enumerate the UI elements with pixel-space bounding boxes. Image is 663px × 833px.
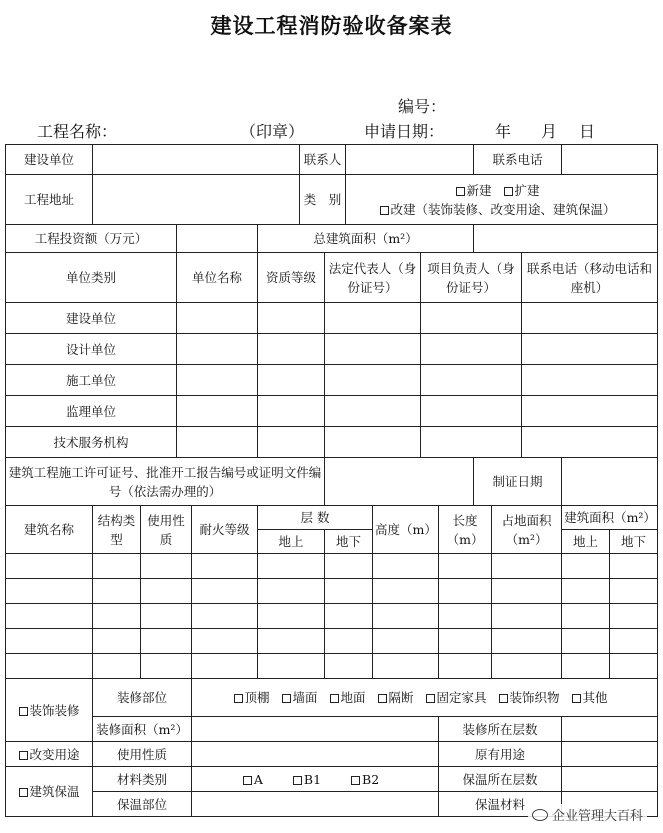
opt-b2[interactable] [351, 772, 379, 787]
investment-label: 工程投资额（万元） [6, 225, 177, 253]
area-above-header: 地上 [562, 530, 610, 554]
change-use-usage-value[interactable] [192, 742, 439, 767]
decoration-part-options [192, 679, 658, 717]
cell[interactable] [439, 604, 492, 629]
qualification-cell[interactable] [258, 396, 325, 427]
decoration-section[interactable] [6, 679, 93, 742]
insulation-floor-label: 保温所在层数 [439, 767, 562, 792]
phone-cell[interactable] [522, 396, 658, 427]
checkbox-icon [351, 776, 360, 785]
opt-ceiling[interactable] [234, 690, 270, 705]
footprint-header: 占地面积（m²） [492, 506, 562, 554]
cell[interactable] [492, 654, 562, 679]
contact-label: 联系人 [300, 145, 346, 175]
unit-row-label: 建设单位 [6, 303, 177, 334]
cell[interactable] [373, 604, 439, 629]
cell[interactable] [141, 604, 192, 629]
cell[interactable] [6, 604, 93, 629]
cell[interactable] [562, 629, 610, 654]
permit-label: 建筑工程施工许可证号、批准开工报告编号或证明文件编号（依法需办理的） [6, 458, 325, 506]
cell[interactable] [439, 629, 492, 654]
phone-cell[interactable] [522, 303, 658, 334]
opt-new-label: 新建 [466, 182, 492, 198]
phone-cell[interactable] [522, 427, 658, 458]
cell[interactable] [610, 654, 658, 679]
builder-unit-label: 建设单位 [6, 145, 93, 175]
total-area-label: 总建筑面积（m²） [258, 225, 474, 253]
cell[interactable] [192, 579, 258, 604]
month-label: 月 [541, 122, 558, 141]
project-lead-header: 项目负责人（身份证号） [421, 253, 522, 303]
cell[interactable] [439, 654, 492, 679]
project-lead-cell[interactable] [421, 396, 522, 427]
cell[interactable] [6, 554, 93, 579]
change-use-section-label: 改变用途 [29, 746, 80, 762]
checkbox-icon [378, 694, 387, 703]
checkbox-icon [19, 788, 28, 797]
phone-cell[interactable] [522, 334, 658, 365]
table-row [6, 629, 658, 654]
investment-value[interactable] [177, 225, 258, 253]
unit-row-label: 施工单位 [6, 365, 177, 396]
day-label: 日 [579, 122, 596, 141]
structure-header: 结构类型 [93, 506, 141, 554]
unit-name-cell[interactable] [177, 334, 258, 365]
table-row [6, 554, 658, 579]
cell[interactable] [258, 629, 325, 654]
checkbox-icon [19, 751, 28, 760]
cell[interactable] [325, 604, 373, 629]
checkbox-icon [504, 187, 513, 196]
cell[interactable] [192, 604, 258, 629]
opt-partition[interactable] [378, 690, 414, 705]
unit-name-header: 单位名称 [177, 253, 258, 303]
opt-label: 顶棚 [244, 690, 270, 705]
opt-floor[interactable] [330, 690, 366, 705]
opt-fabric[interactable] [499, 690, 560, 705]
floors-above-header: 地上 [258, 530, 325, 554]
legal-rep-cell[interactable] [325, 365, 421, 396]
height-header: 高度（m） [373, 506, 439, 554]
legal-rep-cell[interactable] [325, 334, 421, 365]
cell[interactable] [141, 654, 192, 679]
qualification-cell[interactable] [258, 365, 325, 396]
opt-other[interactable] [572, 690, 608, 705]
qualification-cell[interactable] [258, 334, 325, 365]
project-lead-cell[interactable] [421, 303, 522, 334]
project-lead-cell[interactable] [421, 334, 522, 365]
change-use-original-value[interactable] [562, 742, 658, 767]
cell[interactable] [93, 554, 141, 579]
form-title: 建设工程消防验收备案表 [210, 13, 453, 38]
checkbox-icon [243, 776, 252, 785]
building-name-header: 建筑名称 [6, 506, 93, 554]
cell[interactable] [373, 654, 439, 679]
insulation-part-label: 保温部位 [93, 792, 192, 817]
cell[interactable] [373, 629, 439, 654]
opt-label: 装饰织物 [509, 690, 560, 705]
project-lead-cell[interactable] [421, 365, 522, 396]
cell[interactable] [192, 554, 258, 579]
length-header: 长度（m） [439, 506, 492, 554]
phone-cell[interactable] [522, 365, 658, 396]
cell[interactable] [610, 554, 658, 579]
insulation-part-value[interactable] [192, 792, 439, 817]
opt-label: B2 [362, 771, 380, 787]
cell[interactable] [6, 579, 93, 604]
table-row [6, 365, 658, 396]
permit-date-label: 制证日期 [474, 458, 562, 506]
contact-phone-label: 联系电话 [474, 145, 562, 175]
cell[interactable] [610, 604, 658, 629]
fire-rating-header: 耐火等级 [192, 506, 258, 554]
project-address-value[interactable] [93, 175, 300, 225]
cell[interactable] [562, 604, 610, 629]
opt-b1[interactable] [293, 772, 321, 787]
unit-row-label: 技术服务机构 [6, 427, 177, 458]
checkbox-icon [426, 694, 435, 703]
cell[interactable] [93, 629, 141, 654]
checkbox-icon [572, 694, 581, 703]
decoration-area-label: 装修面积（m²） [93, 717, 192, 742]
cell[interactable] [325, 654, 373, 679]
contact-value[interactable] [346, 145, 474, 175]
checkbox-icon [19, 707, 28, 716]
opt-label: 墙面 [292, 690, 318, 705]
opt-a[interactable] [243, 772, 263, 787]
unit-phone-header: 联系电话（移动电话和座机） [522, 253, 658, 303]
opt-label: 固定家具 [436, 690, 487, 705]
qualification-header: 资质等级 [258, 253, 325, 303]
change-use-section[interactable] [6, 742, 93, 767]
watermark-text: 企业管理大百科 [551, 809, 643, 824]
decoration-floor-value[interactable] [562, 717, 658, 742]
cell[interactable] [610, 579, 658, 604]
checkbox-icon [456, 187, 465, 196]
unit-name-cell[interactable] [177, 427, 258, 458]
change-use-original-label: 原有用途 [439, 742, 562, 767]
opt-new[interactable] [456, 183, 492, 198]
legal-rep-cell[interactable] [325, 303, 421, 334]
opt-wall[interactable] [282, 690, 318, 705]
table-row [6, 334, 658, 365]
cell[interactable] [325, 579, 373, 604]
floors-below-header: 地下 [325, 530, 373, 554]
cell[interactable] [373, 554, 439, 579]
decoration-area-value[interactable] [192, 717, 439, 742]
unit-name-cell[interactable] [177, 396, 258, 427]
cell[interactable] [93, 654, 141, 679]
checkbox-icon [234, 694, 243, 703]
floors-header: 层 数 [258, 506, 373, 530]
cell[interactable] [258, 654, 325, 679]
cell[interactable] [562, 554, 610, 579]
year-label: 年 [495, 122, 512, 141]
area-below-header: 地下 [610, 530, 658, 554]
cell[interactable] [439, 579, 492, 604]
cell[interactable] [258, 554, 325, 579]
decoration-floor-label: 装修所在层数 [439, 717, 562, 742]
category-options [346, 175, 658, 225]
filing-form-table [5, 144, 658, 817]
insulation-floor-value[interactable] [562, 767, 658, 792]
opt-label: 其他 [582, 690, 608, 705]
builder-unit-value[interactable] [93, 145, 300, 175]
cell[interactable] [141, 579, 192, 604]
opt-label: B1 [303, 771, 322, 787]
cell[interactable] [610, 629, 658, 654]
contact-phone-value[interactable] [562, 145, 658, 175]
permit-date-value[interactable] [562, 458, 658, 506]
cell[interactable] [192, 654, 258, 679]
cell[interactable] [141, 554, 192, 579]
checkbox-icon [293, 776, 302, 785]
table-row [6, 579, 658, 604]
cell[interactable] [325, 629, 373, 654]
cell[interactable] [325, 554, 373, 579]
checkbox-icon [380, 206, 389, 215]
cell[interactable] [492, 579, 562, 604]
insulation-material-label: 保温材料 [439, 792, 562, 817]
legal-rep-cell[interactable] [325, 396, 421, 427]
seal-label: （印章） [240, 122, 305, 141]
cell[interactable] [258, 579, 325, 604]
wechat-icon [532, 809, 548, 821]
cell[interactable] [6, 629, 93, 654]
unit-row-label: 监理单位 [6, 396, 177, 427]
insulation-material-type-label: 材料类别 [93, 767, 192, 792]
project-address-label: 工程地址 [6, 175, 93, 225]
opt-rebuild[interactable] [380, 202, 616, 217]
apply-date-label: 申请日期： [364, 122, 445, 141]
change-use-usage-label: 使用性质 [93, 742, 192, 767]
project-lead-cell[interactable] [421, 427, 522, 458]
unit-row-label: 设计单位 [6, 334, 177, 365]
cell[interactable] [439, 554, 492, 579]
opt-rebuild-label: 改建（装饰装修、改变用途、建筑保温） [390, 201, 616, 217]
category-label: 类 别 [300, 175, 346, 225]
qualification-cell[interactable] [258, 427, 325, 458]
cell[interactable] [562, 654, 610, 679]
cell[interactable] [258, 604, 325, 629]
table-row [6, 427, 658, 458]
qualification-cell[interactable] [258, 303, 325, 334]
cell[interactable] [492, 629, 562, 654]
permit-value[interactable] [325, 458, 474, 506]
opt-label: A [253, 771, 263, 787]
checkbox-icon [282, 694, 291, 703]
opt-expand-label: 扩建 [514, 182, 540, 198]
table-row [6, 604, 658, 629]
build-area-header: 建筑面积（m²） [562, 506, 658, 530]
unit-name-cell[interactable] [177, 303, 258, 334]
cell[interactable] [562, 579, 610, 604]
insulation-material-type-options [192, 767, 439, 792]
cell[interactable] [492, 604, 562, 629]
legal-rep-header: 法定代表人（身份证号） [325, 253, 421, 303]
cell[interactable] [492, 554, 562, 579]
opt-label: 隔断 [388, 690, 414, 705]
unit-name-cell[interactable] [177, 365, 258, 396]
cell[interactable] [93, 604, 141, 629]
table-row [6, 396, 658, 427]
cell[interactable] [141, 629, 192, 654]
cell[interactable] [6, 654, 93, 679]
number-label: 编号： [398, 97, 447, 116]
table-row [6, 303, 658, 334]
legal-rep-cell[interactable] [325, 427, 421, 458]
total-area-value[interactable] [474, 225, 658, 253]
opt-furniture[interactable] [426, 690, 487, 705]
unit-type-header: 单位类别 [6, 253, 177, 303]
insulation-section-label: 建筑保温 [29, 784, 80, 799]
decoration-part-label: 装修部位 [93, 679, 192, 717]
project-name-label: 工程名称： [37, 122, 118, 141]
decoration-section-label: 装饰装修 [29, 702, 80, 718]
opt-label: 地面 [340, 690, 366, 705]
opt-expand[interactable] [504, 183, 540, 198]
insulation-section[interactable] [6, 767, 93, 817]
cell[interactable] [192, 629, 258, 654]
table-row [6, 654, 658, 679]
usage-header: 使用性质 [141, 506, 192, 554]
checkbox-icon [330, 694, 339, 703]
watermark [528, 804, 647, 825]
cell[interactable] [93, 579, 141, 604]
cell[interactable] [373, 579, 439, 604]
checkbox-icon [499, 694, 508, 703]
